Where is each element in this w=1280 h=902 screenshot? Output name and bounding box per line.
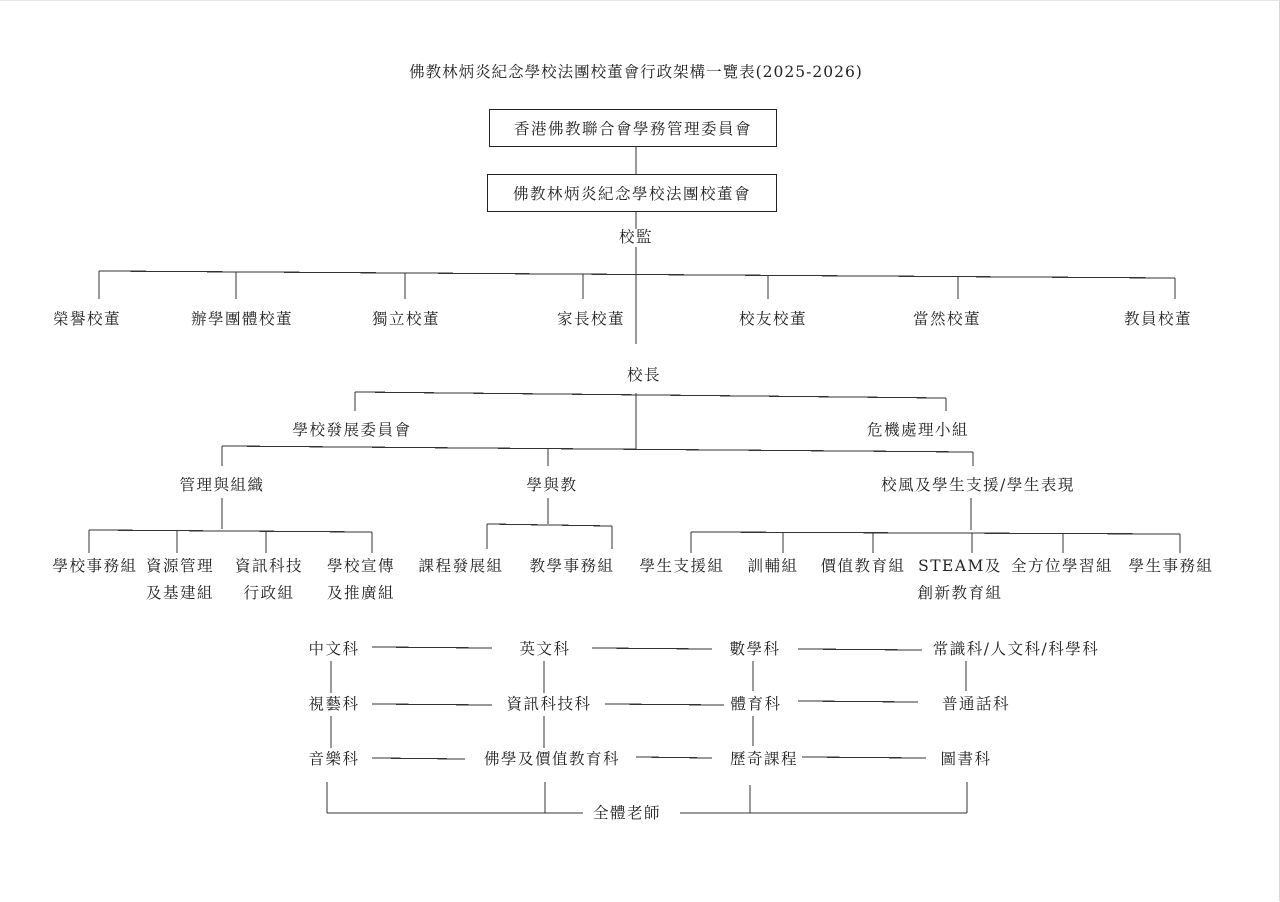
all-teachers: 全體老師 (592, 804, 662, 822)
chart-title: 佛教林炳炎紀念學校法團校董會行政架構一覽表(2025-2026) (409, 63, 863, 81)
group-label-line2: 及推廣組 (326, 584, 396, 602)
principal-label: 校長 (626, 366, 662, 384)
manager-alumni: 校友校董 (738, 310, 808, 328)
subject-it: 資訊科技科 (506, 695, 592, 713)
subject-chinese: 中文科 (308, 640, 360, 658)
manager-honorary: 榮譽校董 (52, 310, 122, 328)
subject-library: 圖書科 (940, 750, 992, 768)
group-label-line2: 及基建組 (145, 584, 215, 602)
group-resource-management (146, 553, 214, 607)
subject-english: 英文科 (519, 640, 571, 658)
group-label: 學校宣傳 (326, 557, 396, 575)
group-guidance (747, 553, 798, 580)
subject-music: 音樂科 (308, 750, 360, 768)
subject-adventure: 歷奇課程 (729, 750, 799, 768)
group-label: 學生事務組 (1128, 557, 1214, 575)
domain-learning: 學與教 (526, 476, 578, 494)
group-values-education (820, 553, 905, 580)
group-label-line2: 創新教育組 (917, 584, 1003, 602)
subject-pe: 體育科 (730, 695, 782, 713)
supervisor-label: 校監 (618, 228, 654, 246)
manager-sponsoring-body: 辦學團體校董 (190, 310, 294, 328)
group-label: 全方位學習組 (1010, 557, 1114, 575)
manager-parent: 家長校董 (556, 310, 626, 328)
group-it-admin (235, 553, 303, 607)
manager-independent: 獨立校董 (371, 310, 441, 328)
group-life-wide-learning (1011, 553, 1113, 580)
group-label: 價值教育組 (820, 557, 906, 575)
crisis-team: 危機處理小組 (866, 421, 970, 439)
group-promotion (327, 553, 395, 607)
group-school-affairs (52, 553, 137, 580)
manager-teacher: 教員校董 (1123, 310, 1193, 328)
group-curriculum: 課程發展組 (418, 557, 504, 575)
domain-support: 校風及學生支援/學生表現 (881, 476, 1075, 494)
subject-buddhist-values: 佛學及價值教育科 (483, 750, 621, 768)
manager-ex-officio: 當然校董 (912, 310, 982, 328)
development-committee: 學校發展委員會 (292, 421, 412, 439)
school-board-box: 佛教林炳炎紀念學校法團校董會 (487, 174, 777, 212)
group-label: 訓輔組 (747, 557, 799, 575)
subject-putonghua: 普通話科 (941, 695, 1011, 713)
education-committee-box: 香港佛教聯合會學務管理委員會 (489, 109, 777, 147)
domain-management: 管理與組織 (179, 476, 265, 494)
group-label: 資訊科技 (234, 557, 304, 575)
group-label: 學生支援組 (639, 557, 725, 575)
group-teaching-affairs: 教學事務組 (529, 557, 615, 575)
group-label: 資源管理 (145, 557, 215, 575)
subject-visual-arts: 視藝科 (308, 695, 360, 713)
group-label: 學校事務組 (52, 557, 138, 575)
subject-general-studies: 常識科/人文科/科學科 (932, 640, 1100, 658)
group-student-support (639, 553, 724, 580)
group-label: STEAM及 (918, 557, 1002, 575)
group-steam (917, 553, 1002, 607)
subject-math: 數學科 (729, 640, 781, 658)
group-student-affairs (1128, 553, 1213, 580)
group-label-line2: 行政組 (243, 584, 295, 602)
